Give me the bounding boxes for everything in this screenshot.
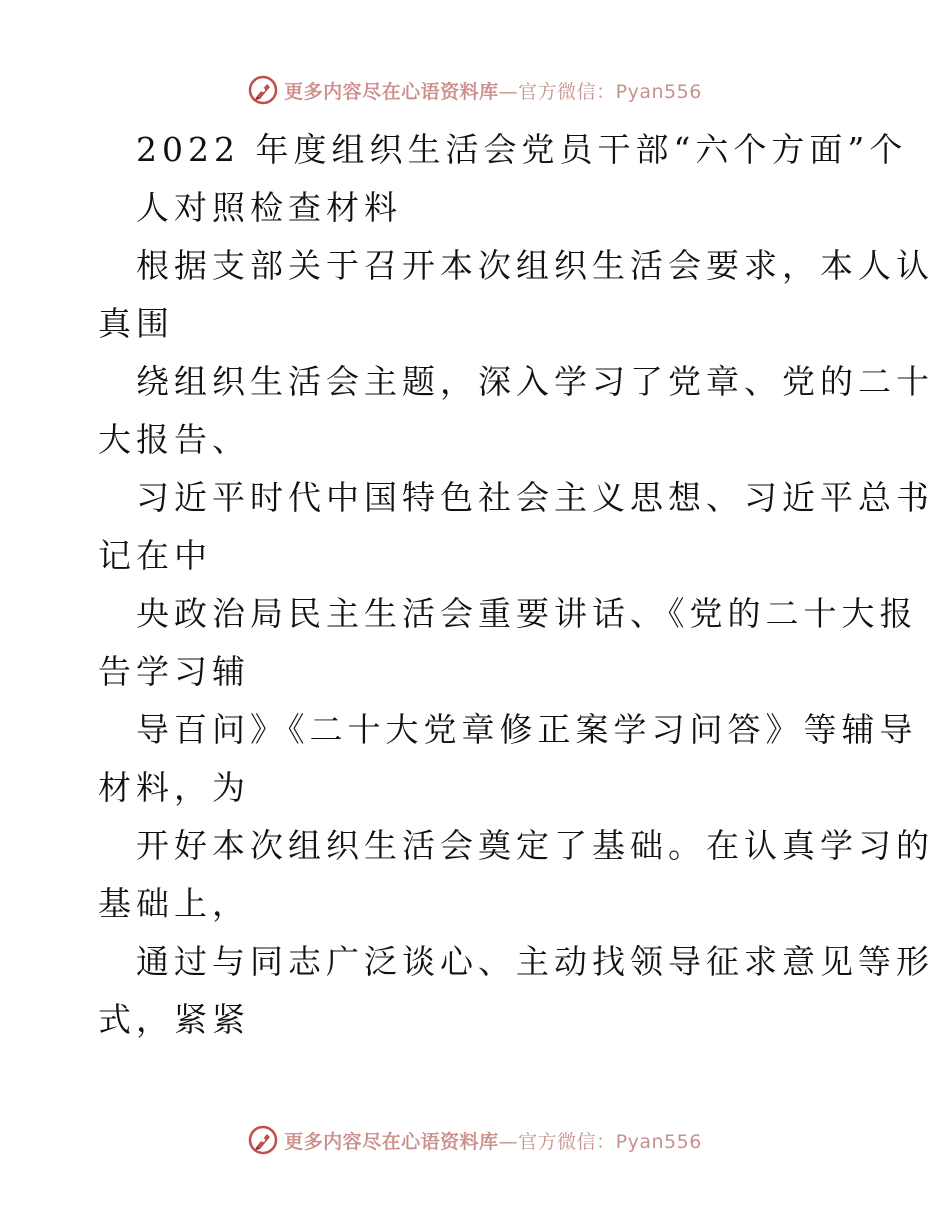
title-line-2: 人对照检查材料 (136, 188, 402, 227)
pen-logo-icon (248, 75, 278, 105)
body-line: 大报告、 (98, 420, 250, 459)
body-line: 基础上， (98, 884, 250, 923)
title-line-1: 2022 年度组织生活会党员干部“六个方面”个 (136, 130, 908, 169)
watermark-sub: —官方微信：Pyan556 (498, 80, 702, 103)
body-line: 绕组织生活会主题，深入学习了党章、党的二十 (136, 362, 934, 401)
body-line: 告学习辅 (98, 652, 250, 691)
body-line: 记在中 (98, 536, 212, 575)
watermark-sub: —官方微信：Pyan556 (498, 1130, 702, 1153)
watermark-text (284, 77, 702, 104)
pen-logo-icon (248, 1125, 278, 1155)
body-line: 真围 (98, 304, 174, 343)
watermark-text (284, 1127, 702, 1154)
body-line: 根据支部关于召开本次组织生活会要求，本人认 (136, 246, 934, 285)
body-line: 通过与同志广泛谈心、主动找领导征求意见等形 (136, 942, 934, 981)
watermark-main: 更多内容尽在心语资料库 (284, 80, 499, 103)
body-line: 习近平时代中国特色社会主义思想、习近平总书 (136, 478, 934, 517)
footer-watermark (0, 1120, 950, 1160)
header-watermark (0, 70, 950, 110)
body-line: 央政治局民主生活会重要讲话、《党的二十大报 (136, 594, 918, 633)
body-line: 开好本次组织生活会奠定了基础。在认真学习的 (136, 826, 934, 865)
body-line: 材料，为 (98, 768, 250, 807)
body-line: 导百问》《二十大党章修正案学习问答》等辅导 (136, 710, 918, 749)
watermark-main: 更多内容尽在心语资料库 (284, 1130, 499, 1153)
body-line: 式，紧紧 (98, 1000, 250, 1039)
